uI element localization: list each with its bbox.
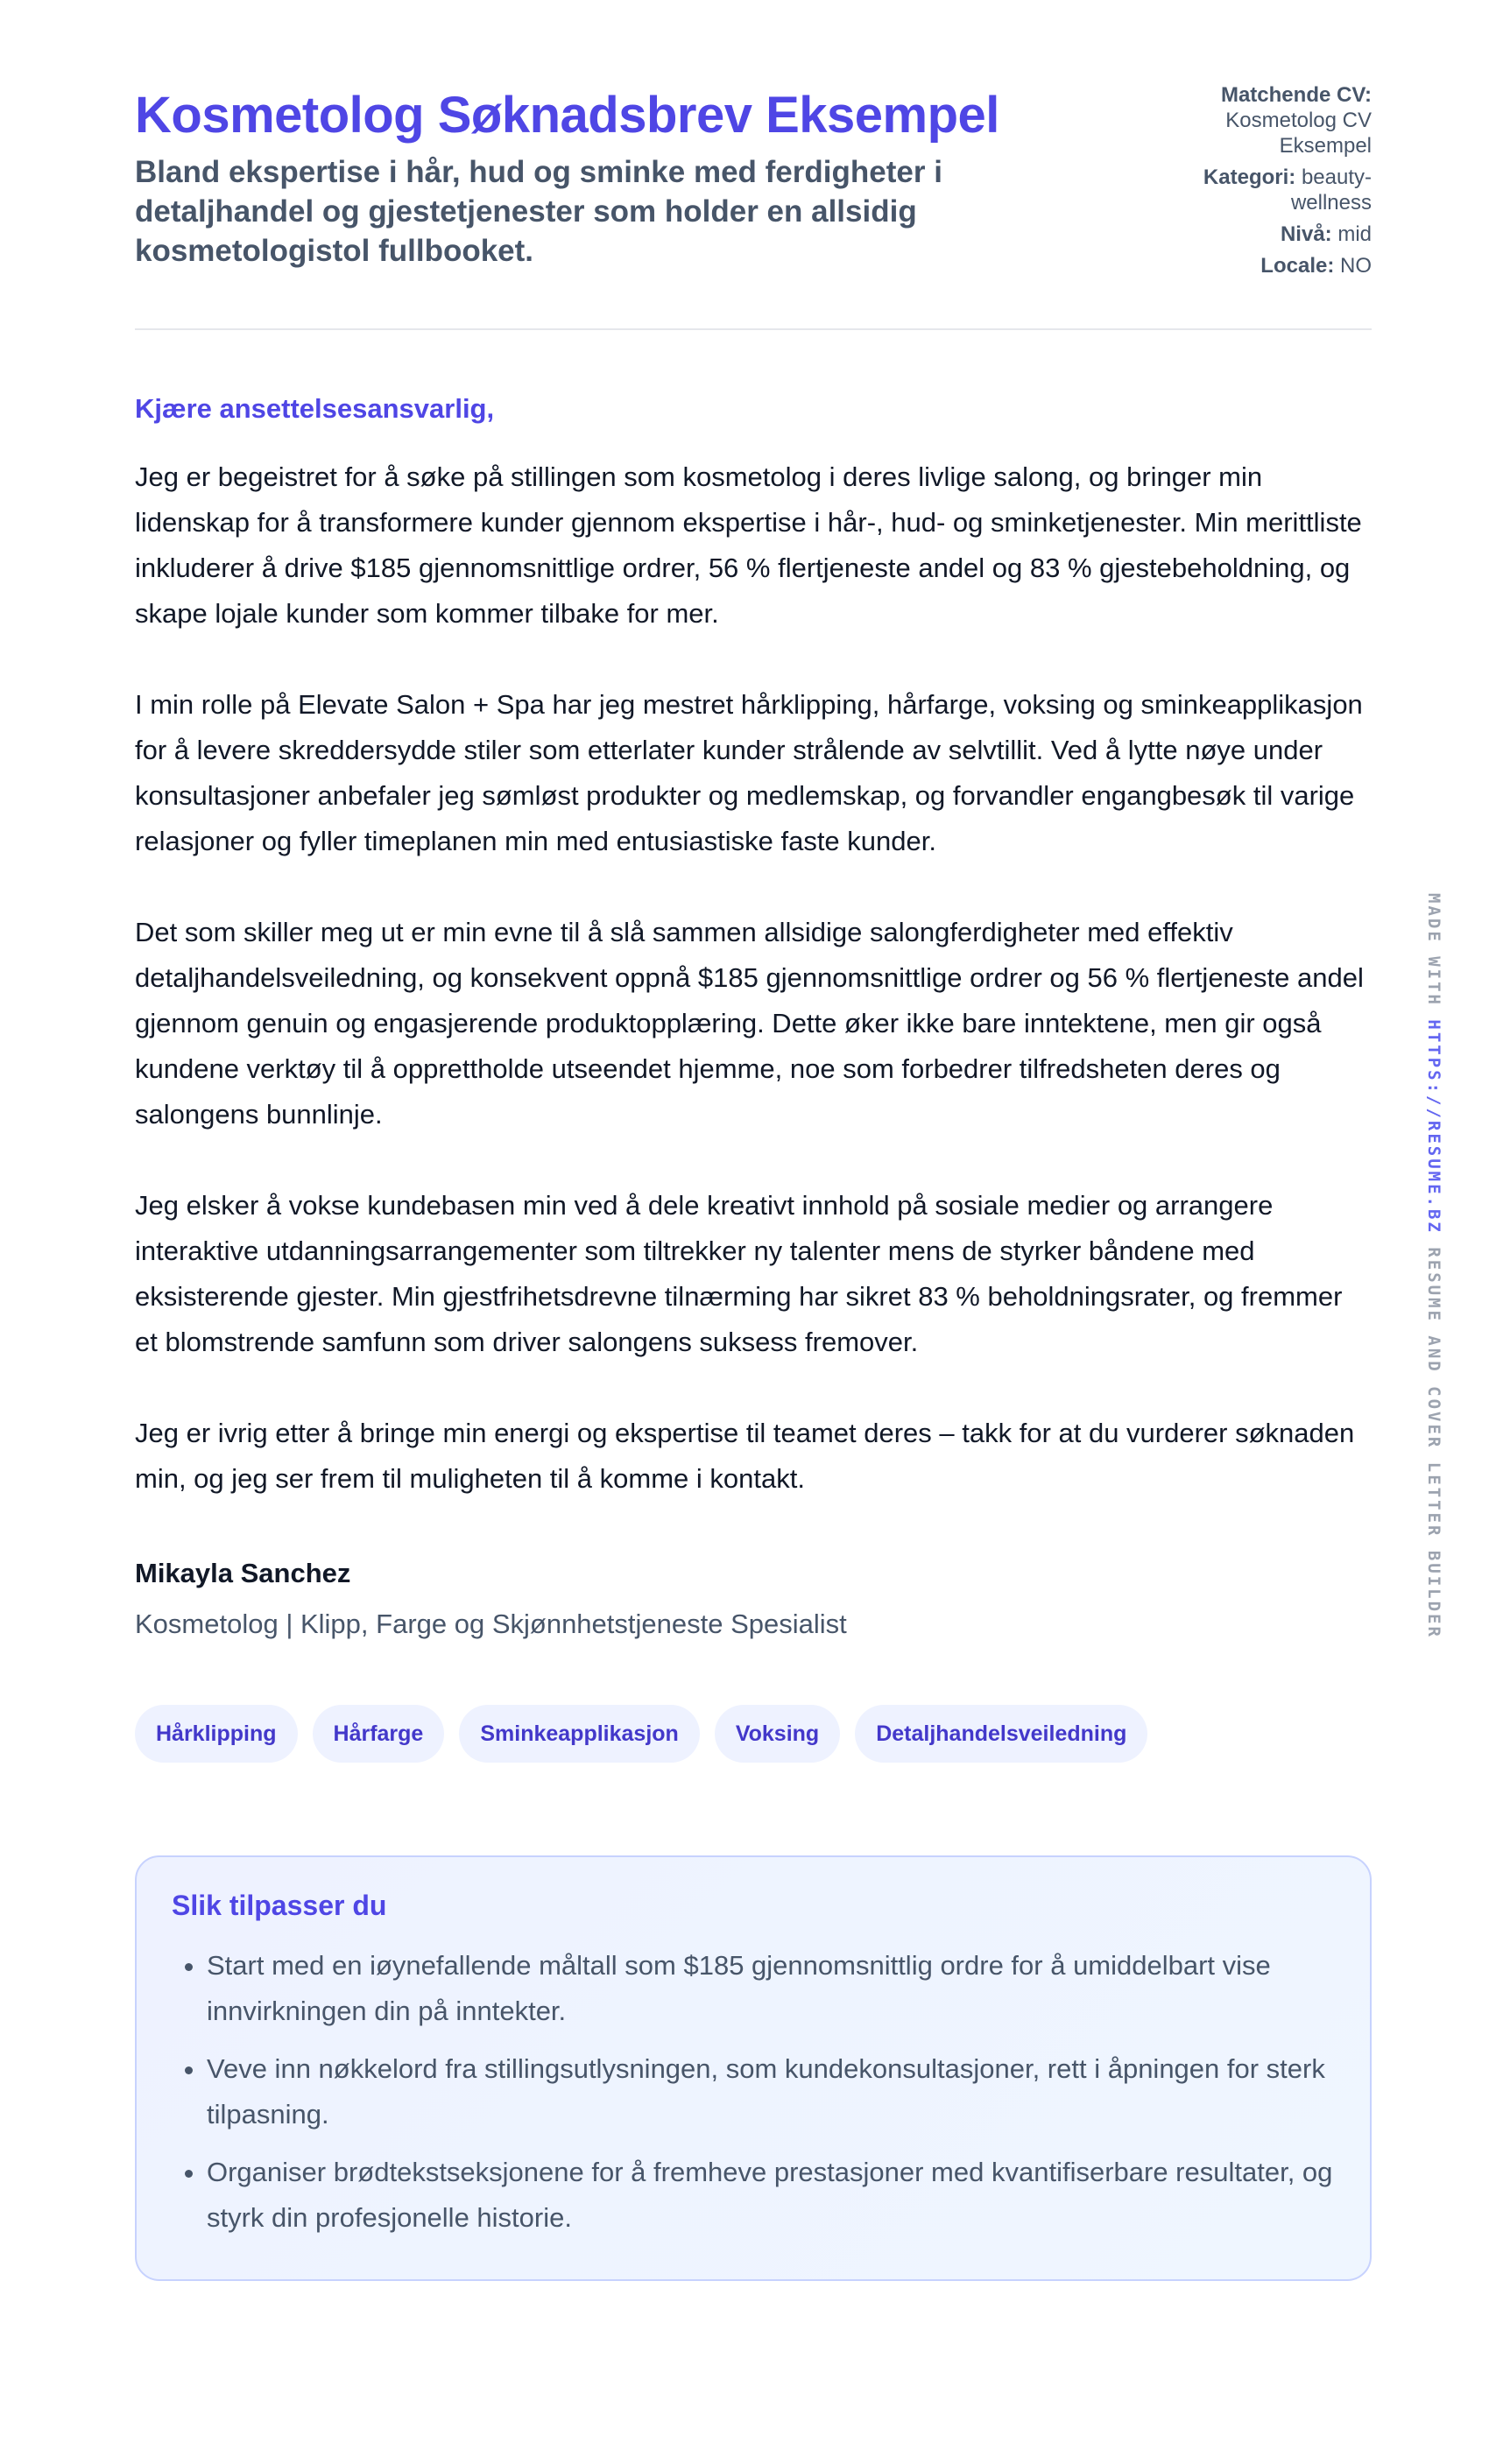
meta-cv-label: Matchende CV: (1220, 83, 1372, 107)
meta-cv (1144, 82, 1372, 158)
meta-level (1144, 222, 1372, 247)
skill-tag: Hårfarge (313, 1705, 445, 1763)
page-subtitle: Bland ekspertise i hår, hud og sminke med ferdigheter i detaljhandel og gjestetjenester som holder en allsidig kosmetologistol fullbooket. (135, 155, 942, 268)
letter-paragraph: Jeg er ivrig etter å bringe min energi og ekspertise til teamet deres – takk for at du vurderer søknaden min, og jeg ser frem til muligheten til å komme i kontakt. (135, 1418, 1355, 1494)
tips-list (172, 1943, 1335, 2241)
tips-title: Slik tilpasser du (172, 1890, 387, 1921)
meta-locale-label: Locale: (1260, 254, 1335, 278)
meta-level-value: mid (1337, 222, 1372, 246)
tip-item: • Start med en iøynefallende måltall som $185 gjennomsnittlig ordre for å umiddelbart vise innvirkningen din på inntekter. (207, 1943, 1335, 2034)
letter-body (135, 454, 1372, 1502)
letter-paragraph: Det som skiller meg ut er min evne til å slå sammen allsidige salongferdigheter med effektiv detaljhandelsveiledning, og konsekvent oppnå $185 gjennomsnittlige ordrer og 56 % flertjeneste andel gjennom genuin og engasjerende produktopplæring. Dette øker ikke bare inntektene, men gir også kundene verktøy til å opprettholde utseendet hjemme, noe som forbedrer tilfredsheten deres og salongens bunnlinje. (135, 917, 1364, 1130)
tip-item: • Veve inn nøkkelord fra stillingsutlysningen, som kundekonsultasjoner, rett i åpningen for sterk tilpasning. (207, 2046, 1335, 2137)
skill-tag: Sminkeapplikasjon (459, 1705, 699, 1763)
watermark-suffix: RESUME AND COVER LETTER BUILDER (1424, 1247, 1443, 1639)
meta-category-value: beauty-wellness (1290, 165, 1372, 215)
letter-paragraph: Jeg er begeistret for å søke på stillingen som kosmetolog i deres livlige salong, og bringer min lidenskap for å transformere kunder gjennom ekspertise i hår-, hud- og sminketjenester. Min merittliste inkluderer å drive $185 gjennomsnittlige ordrer, 56 % flertjeneste andel og 83 % gjestebeholdning, og skape lojale kunder som kommer tilbake for mer. (135, 461, 1362, 629)
letter-paragraph: I min rolle på Elevate Salon + Spa har jeg mestret hårklipping, hårfarge, voksing og sminkeapplikasjon for å levere skreddersydde stiler som etterlater kunder strålende av selvtillit. Ved å lytte nøye under konsultasjoner anbefaler jeg sømløst produkter og medlemskap, og forvandler engangbesøk til varige relasjoner og fyller timeplanen min med entusiastiske faste kunder. (135, 689, 1363, 856)
tips-box (135, 1855, 1372, 2281)
meta-category (1144, 165, 1372, 215)
cover-letter-page (135, 0, 1372, 2281)
signature-name: Mikayla Sanchez (135, 1558, 351, 1588)
skill-tag: Hårklipping (135, 1705, 298, 1763)
meta-level-label: Nivå: (1280, 222, 1332, 246)
meta-locale-value: NO (1340, 254, 1372, 278)
letter-paragraph: Jeg elsker å vokse kundebasen min ved å dele kreativt innhold på sosiale medier og arrangere interaktive utdanningsarrangementer som tiltrekker ny talenter mens de styrker båndene med eksisterende gjester. Min gjestfrihetsdrevne tilnærming har sikret 83 % beholdningsrater, og fremmer et blomstrende samfunn som driver salongens suksess fremover. (135, 1190, 1343, 1357)
signature-role: Kosmetolog | Klipp, Farge og Skjønnhetstjeneste Spesialist (135, 1609, 847, 1639)
skill-tag: Detaljhandelsveiledning (855, 1705, 1147, 1763)
watermark-prefix: MADE WITH (1424, 893, 1443, 1007)
skill-tag: Voksing (715, 1705, 840, 1763)
page-title: Kosmetolog Søknadsbrev Eksempel (135, 87, 999, 144)
meta-cv-value[interactable]: Kosmetolog CV Eksempel (1225, 109, 1372, 158)
letter-greeting: Kjære ansettelsesansvarlig, (135, 393, 495, 424)
meta-category-label: Kategori: (1203, 165, 1296, 189)
header (135, 0, 1372, 330)
skill-tags (135, 1705, 1372, 1763)
tip-item: • Organiser brødtekstseksjonene for å fremheve prestasjoner med kvantifiserbare resultater, og styrk din profesjonelle historie. (207, 2150, 1335, 2241)
meta-panel (1144, 82, 1372, 285)
watermark (1424, 893, 1443, 1639)
watermark-link[interactable]: HTTPS://RESUME.BZ (1424, 1019, 1443, 1235)
meta-locale (1144, 253, 1372, 278)
